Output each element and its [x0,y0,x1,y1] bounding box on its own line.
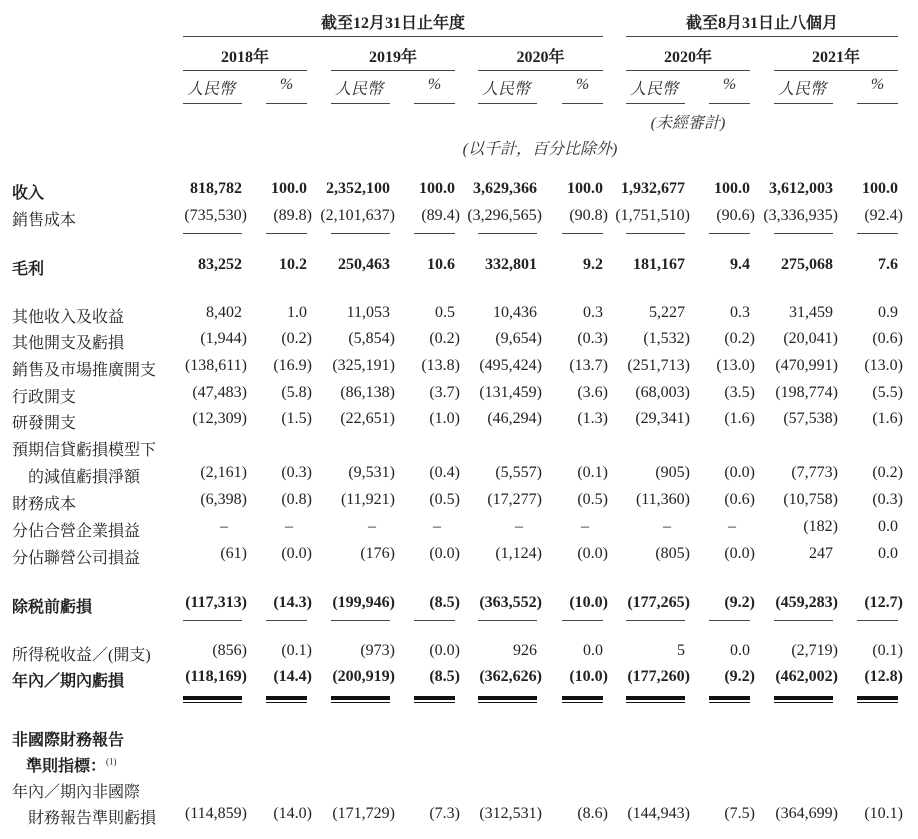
double-underline [562,696,603,704]
percent-value: (14.0) [273,805,312,822]
percent-value: (1.6) [872,410,903,427]
percent-value: – [728,518,736,535]
row-label: 所得税收益／(開支) [12,647,151,664]
percent-value: 1.0 [287,304,307,321]
currency-rule [478,103,537,104]
percent-value: (8.6) [577,805,608,822]
rmb-value: (2,719) [791,642,838,659]
rmb-value: (856) [212,642,247,659]
double-underline [266,696,307,704]
percent-value: 0.9 [878,304,898,321]
percent-value: (0.3) [281,464,312,481]
rmb-value: (11,360) [635,491,690,508]
year-header: 2019年 [368,49,417,66]
single-underline [857,620,898,621]
percent-value: (0.0) [429,545,460,562]
row-label: 分佔聯營公司損益 [12,550,141,567]
percent-value: 7.6 [878,256,898,273]
rmb-value: (86,138) [340,384,395,401]
row-label-continuation: 財務報告準則虧損 [28,810,157,827]
row-label: 財務成本 [12,496,77,513]
rmb-value: (2,101,637) [320,207,395,224]
single-underline [414,233,455,234]
percent-value: (0.6) [724,491,755,508]
percent-value: 0.0 [878,518,898,535]
percent-value: – [285,518,293,535]
rmb-value: (312,531) [479,805,542,822]
rmb-value: (47,483) [192,384,247,401]
percent-rule [414,103,455,104]
year-rule [626,70,750,71]
percent-value: (10.0) [569,594,608,611]
percent-value: (14.4) [273,668,312,685]
row-label: 研發開支 [12,415,77,432]
percent-value: (9.2) [724,668,755,685]
single-underline [709,620,750,621]
row-label: 年內／期內非國際 [12,784,141,801]
non-ifrs-heading: 非國際財務報告 [12,732,125,749]
row-label: 其他開支及虧損 [12,335,125,352]
percent-value: (0.0) [429,642,460,659]
currency-rule [331,103,390,104]
percent-value: (7.3) [429,805,460,822]
rmb-value: 31,459 [789,304,833,321]
percent-value: 9.2 [583,256,603,273]
percent-value: (13.8) [421,357,460,374]
unaudited-note: (未經審計) [650,115,726,132]
rmb-value: (171,729) [332,805,395,822]
rmb-value: (495,424) [479,357,542,374]
percent-value: 100.0 [271,180,307,197]
single-underline [626,620,685,621]
year-rule [183,70,307,71]
year-header: 2020年 [663,49,712,66]
percent-value: – [581,518,589,535]
currency-rule [183,103,242,104]
single-underline [331,620,390,621]
single-underline [478,233,537,234]
percent-value: 0.3 [730,304,750,321]
percent-value: 0.0 [730,642,750,659]
percent-rule [266,103,307,104]
rmb-value: 332,801 [485,256,537,273]
rmb-value: 250,463 [338,256,390,273]
single-underline [266,233,307,234]
percent-value: 100.0 [419,180,455,197]
percent-value: (3.6) [577,384,608,401]
percent-value: (9.2) [724,594,755,611]
percent-value: 9.4 [730,256,750,273]
currency-subheader: 人民幣 [482,81,531,98]
percent-value: (14.3) [273,594,312,611]
percent-value: (12.8) [864,668,903,685]
rmb-value: (735,530) [184,207,247,224]
group-rule-eight-months [626,36,898,37]
double-underline [478,696,537,704]
row-label: 銷售及市場推廣開支 [12,362,157,379]
single-underline [478,620,537,621]
rmb-value: (9,531) [348,464,395,481]
rmb-value: (199,946) [332,594,395,611]
rmb-value: (6,398) [200,491,247,508]
rmb-value: (177,265) [627,594,690,611]
percent-value: – [433,518,441,535]
double-underline [709,696,750,704]
percent-value: (0.2) [429,330,460,347]
row-label: 收入 [12,185,45,202]
units-note: (以千計，百分比除外) [462,141,618,158]
rmb-value: (182) [803,518,838,535]
group-rule-annual [183,36,603,37]
row-label: 年內／期內虧損 [12,673,125,690]
rmb-value: (2,161) [200,464,247,481]
percent-value: (10.1) [864,805,903,822]
footnote-marker: (1) [106,756,117,767]
percent-value: (0.2) [281,330,312,347]
percent-value: 0.5 [435,304,455,321]
percent-value: (90.6) [716,207,755,224]
rmb-value: (362,626) [479,668,542,685]
year-rule [478,70,603,71]
double-underline [183,696,242,704]
single-underline [709,233,750,234]
rmb-value: 5,227 [649,304,685,321]
group-header-annual: 截至12月31日止年度 [320,15,465,32]
percent-value: (16.9) [273,357,312,374]
currency-subheader: 人民幣 [778,81,827,98]
percent-value: (0.0) [724,545,755,562]
rmb-value: (364,699) [775,805,838,822]
percent-value: (0.1) [281,642,312,659]
rmb-value: (11,921) [340,491,395,508]
rmb-value: 926 [513,642,537,659]
percent-subheader: % [575,76,590,93]
rmb-value: (1,124) [495,545,542,562]
rmb-value: (5,557) [495,464,542,481]
rmb-value: 8,402 [206,304,242,321]
rmb-value: (1,532) [643,330,690,347]
percent-value: (7.5) [724,805,755,822]
rmb-value: (20,041) [783,330,838,347]
percent-rule [562,103,603,104]
rmb-value: (57,538) [783,410,838,427]
percent-value: (13.0) [864,357,903,374]
non-ifrs-heading-text: 準則指標： [26,758,107,775]
rmb-value: 181,167 [633,256,685,273]
percent-value: (89.8) [273,207,312,224]
rmb-value: 11,053 [346,304,390,321]
percent-value: (0.4) [429,464,460,481]
double-underline [857,696,898,704]
percent-value: (1.5) [281,410,312,427]
row-label: 除税前虧損 [12,599,93,616]
rmb-value: 3,629,366 [473,180,537,197]
percent-value: (5.5) [872,384,903,401]
percent-value: (0.2) [724,330,755,347]
rmb-value: (3,296,565) [467,207,542,224]
percent-value: (0.0) [281,545,312,562]
rmb-value: (46,294) [487,410,542,427]
percent-value: (12.7) [864,594,903,611]
rmb-value: (12,309) [192,410,247,427]
percent-value: 10.2 [279,256,307,273]
percent-value: (1.0) [429,410,460,427]
percent-value: (3.7) [429,384,460,401]
rmb-value: – [663,518,671,535]
percent-value: (0.5) [577,491,608,508]
group-header-eight-months: 截至8月31日止八個月 [685,15,838,32]
single-underline [774,620,833,621]
percent-value: 0.0 [583,642,603,659]
year-header: 2021年 [811,49,860,66]
single-underline [183,233,242,234]
percent-value: (3.5) [724,384,755,401]
rmb-value: (1,751,510) [615,207,690,224]
percent-value: (0.8) [281,491,312,508]
rmb-value: (144,943) [627,805,690,822]
rmb-value: (114,859) [184,805,247,822]
rmb-value: (61) [220,545,247,562]
percent-value: (13.7) [569,357,608,374]
rmb-value: – [515,518,523,535]
percent-subheader: % [722,76,737,93]
single-underline [774,233,833,234]
rmb-value: (7,773) [791,464,838,481]
rmb-value: – [368,518,376,535]
currency-subheader: 人民幣 [335,81,384,98]
rmb-value: (22,651) [340,410,395,427]
single-underline [626,233,685,234]
percent-subheader: % [279,76,294,93]
percent-value: (10.0) [569,668,608,685]
rmb-value: 818,782 [190,180,242,197]
percent-value: (0.3) [872,491,903,508]
rmb-value: (176) [360,545,395,562]
rmb-value: (325,191) [332,357,395,374]
rmb-value: (470,991) [775,357,838,374]
percent-rule [857,103,898,104]
percent-subheader: % [870,76,885,93]
rmb-value: 3,612,003 [769,180,833,197]
year-rule [331,70,455,71]
rmb-value: (363,552) [479,594,542,611]
percent-value: (8.5) [429,594,460,611]
rmb-value: (10,758) [783,491,838,508]
rmb-value: (251,713) [627,357,690,374]
percent-value: (1.3) [577,410,608,427]
single-underline [266,620,307,621]
percent-value: 100.0 [567,180,603,197]
row-label: 其他收入及收益 [12,309,125,326]
percent-value: (0.1) [872,642,903,659]
row-label: 毛利 [12,261,45,278]
percent-value: (8.5) [429,668,460,685]
percent-value: (0.5) [429,491,460,508]
rmb-value: (200,919) [332,668,395,685]
year-header: 2020年 [516,49,565,66]
rmb-value: (9,654) [495,330,542,347]
rmb-value: (973) [360,642,395,659]
double-underline [626,696,685,704]
rmb-value: (198,774) [775,384,838,401]
rmb-value: (1,944) [200,330,247,347]
currency-rule [626,103,685,104]
row-label-continuation: 的減值虧損淨額 [28,469,141,486]
rmb-value: (3,336,935) [763,207,838,224]
currency-subheader: 人民幣 [187,81,236,98]
single-underline [562,620,603,621]
percent-value: (13.0) [716,357,755,374]
rmb-value: (138,611) [184,357,247,374]
percent-value: (92.4) [864,207,903,224]
double-underline [414,696,455,704]
rmb-value: (5,854) [348,330,395,347]
single-underline [857,233,898,234]
percent-value: 10.6 [427,256,455,273]
rmb-value: (459,283) [775,594,838,611]
rmb-value: – [220,518,228,535]
currency-subheader: 人民幣 [630,81,679,98]
currency-rule [774,103,833,104]
row-label: 銷售成本 [12,212,77,229]
double-underline [331,696,390,704]
rmb-value: (905) [655,464,690,481]
percent-value: 0.0 [878,545,898,562]
rmb-value: 2,352,100 [326,180,390,197]
percent-value: (5.8) [281,384,312,401]
rmb-value: 247 [809,545,833,562]
rmb-value: 275,068 [781,256,833,273]
row-label: 行政開支 [12,389,77,406]
percent-value: (0.2) [872,464,903,481]
rmb-value: 1,932,677 [621,180,685,197]
rmb-value: 10,436 [493,304,537,321]
percent-value: 0.3 [583,304,603,321]
single-underline [414,620,455,621]
rmb-value: 83,252 [198,256,242,273]
rmb-value: 5 [677,642,685,659]
year-header: 2018年 [220,49,269,66]
rmb-value: (118,169) [185,668,247,685]
rmb-value: (29,341) [635,410,690,427]
rmb-value: (462,002) [775,668,838,685]
rmb-value: (805) [655,545,690,562]
year-rule [774,70,898,71]
percent-value: 100.0 [714,180,750,197]
percent-value: 100.0 [862,180,898,197]
percent-rule [709,103,750,104]
row-label: 預期信貸虧損模型下 [12,442,157,459]
percent-value: (0.0) [577,545,608,562]
single-underline [331,233,390,234]
non-ifrs-heading-line2 [26,753,117,776]
percent-value: (0.0) [724,464,755,481]
percent-value: (90.8) [569,207,608,224]
percent-value: (0.6) [872,330,903,347]
single-underline [183,620,242,621]
percent-subheader: % [427,76,442,93]
rmb-value: (177,260) [627,668,690,685]
rmb-value: (131,459) [479,384,542,401]
percent-value: (89.4) [421,207,460,224]
rmb-value: (68,003) [635,384,690,401]
rmb-value: (117,313) [185,594,247,611]
row-label: 分佔合營企業損益 [12,523,141,540]
double-underline [774,696,833,704]
rmb-value: (17,277) [487,491,542,508]
percent-value: (0.1) [577,464,608,481]
single-underline [562,233,603,234]
percent-value: (1.6) [724,410,755,427]
percent-value: (0.3) [577,330,608,347]
